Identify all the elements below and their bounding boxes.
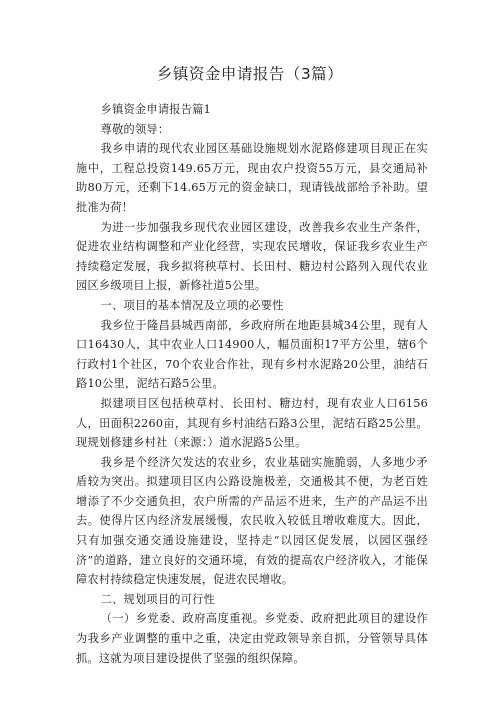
section-heading: 一、项目的基本情况及立项的必要性 <box>100 298 284 312</box>
salutation: 尊敬的领导： <box>100 122 170 136</box>
document-body <box>76 100 428 668</box>
section-heading: 乡镇资金申请报告篇1 <box>100 103 211 116</box>
paragraph: 为进一步加强我乡现代农业园区建设，改善我乡农业生产条件，促进农业结构调整和产业化经营，实现农民增收，保证我乡农业生产持续稳定发展，我乡拟将秧草村、长田村、糖边村公路列入现代农业园区乡级项目上报，新修社道5公里。 <box>76 220 428 293</box>
document-title: 乡镇资金申请报告（3篇） <box>156 65 344 83</box>
paragraph: 我乡是个经济欠发达的农业乡，农业基础实施脆弱，人多地少矛盾较为突出。拟建项目区内公路设施极差，交通极其不便，为老百姓增添了不少交通负担，农户所需的产品运不进来，生产的产品运不出去。使得片区内经济发展缓慢，农民收入较低且增收难度大。因此，只有加强交通交通设施建设，坚持走“以园区促发展，以园区强经济”的道路，建立良好的交通环境，有效的提高农户经济收入，才能保障农村持续稳定快速发展，促进农民增收。 <box>76 455 428 587</box>
paragraph: 拟建项目区包括秧草村、长田村、糖边村，现有农业人口6156人，田面积2260亩，其现有乡村油结石路3公里，泥结石路25公里。现规划修建乡村社（来源：）道水泥路5公里。 <box>76 396 428 450</box>
paragraph: 我乡申请的现代农业园区基础设施规划水泥路修建项目现正在实施中，工程总投资149.65万元，现由农户投资55万元，县交通局补助80万元，还剩下14.65万元的资金缺口，现请钱战部给予补助。望批准为荷！ <box>76 142 428 214</box>
paragraph: （一）乡党委、政府高度重视。乡党委、政府把此项目的建设作为我乡产业调整的重中之重，决定由党政领导亲自抓，分管领导具体抓。这就为项目建设提供了坚强的组织保障。 <box>76 612 428 665</box>
paragraph: 我乡位于隆昌县城西南部，乡政府所在地距县城34公里，现有人口16430人，其中农业人口14900人，幅员面积17平方公里，辖6个行政村1个社区，70个农业合作社，现有乡村水泥路20公里，油结石路10公里，泥结石路5公里。 <box>76 318 428 391</box>
section-heading: 二、规划项目的可行性 <box>100 592 216 606</box>
